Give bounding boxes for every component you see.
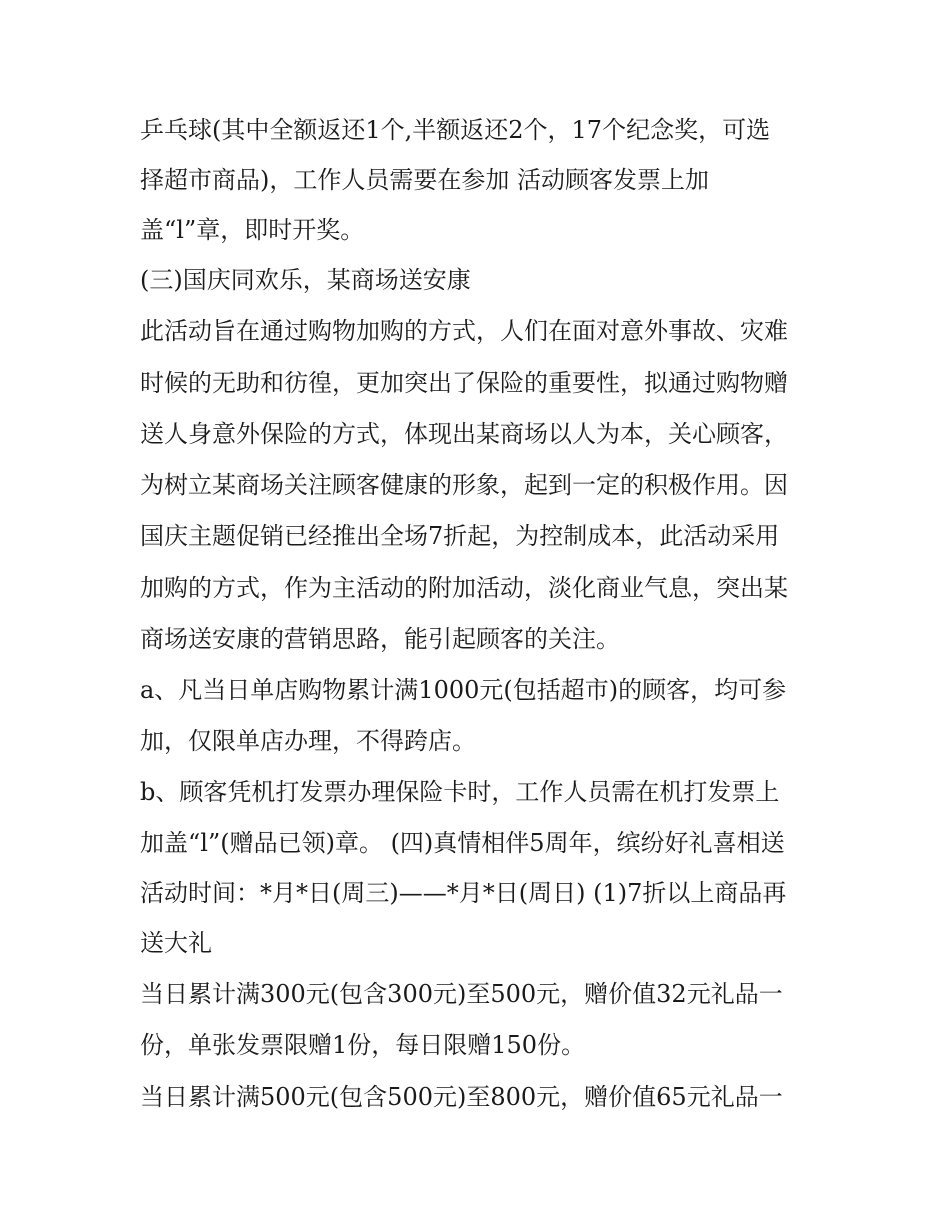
section-heading-3: (三)国庆同欢乐，某商场送安康: [140, 266, 471, 294]
text-line-11: 商场送安康的营销思路，能引起顾客的关注。: [140, 625, 620, 653]
text-line-6: 时候的无助和彷徨，更加突出了保险的重要性，拟通过购物赠: [140, 369, 788, 397]
text-line-18: 当日累计满300元(包含300元)至500元，赠价值32元礼品一: [140, 980, 783, 1008]
text-line-2: 择超市商品)，工作人员需要在参加 活动顾客发票上加: [140, 166, 709, 194]
text-line-13: 加，仅限单店办理，不得跨店。: [140, 727, 476, 755]
text-line-5: 此活动旨在通过购物加购的方式，人们在面对意外事故、灾难: [140, 317, 788, 345]
text-line-15: 加盖“l”(赠品已领)章。 (四)真情相伴5周年，缤纷好礼喜相送: [140, 829, 785, 857]
text-line-14: b、顾客凭机打发票办理保险卡时，工作人员需在机打发票上: [140, 778, 780, 806]
text-line-12: a、凡当日单店购物累计满1000元(包括超市)的顾客，均可参: [140, 676, 787, 704]
text-line-20: 当日累计满500元(包含500元)至800元，赠价值65元礼品一: [140, 1083, 783, 1111]
text-line-17: 送大礼: [140, 929, 212, 957]
text-line-19: 份，单张发票限赠1份，每日限赠150份。: [140, 1031, 586, 1059]
text-line-7: 送人身意外保险的方式，体现出某商场以人为本，关心顾客，: [140, 420, 788, 448]
text-line-3: 盖“l”章，即时开奖。: [140, 216, 365, 244]
text-line-10: 加购的方式，作为主活动的附加活动，淡化商业气息，突出某: [140, 574, 788, 602]
text-line-9: 国庆主题促销已经推出全场7折起，为控制成本，此活动采用: [140, 522, 780, 550]
text-line-1: 乒乓球(其中全额返还1个,半额返还2个，17个纪念奖，可选: [140, 116, 771, 144]
text-line-8: 为树立某商场关注顾客健康的形象，起到一定的积极作用。因: [140, 471, 788, 499]
text-line-16: 活动时间：*月*日(周三)——*月*日(周日) (1)7折以上商品再: [140, 879, 787, 907]
